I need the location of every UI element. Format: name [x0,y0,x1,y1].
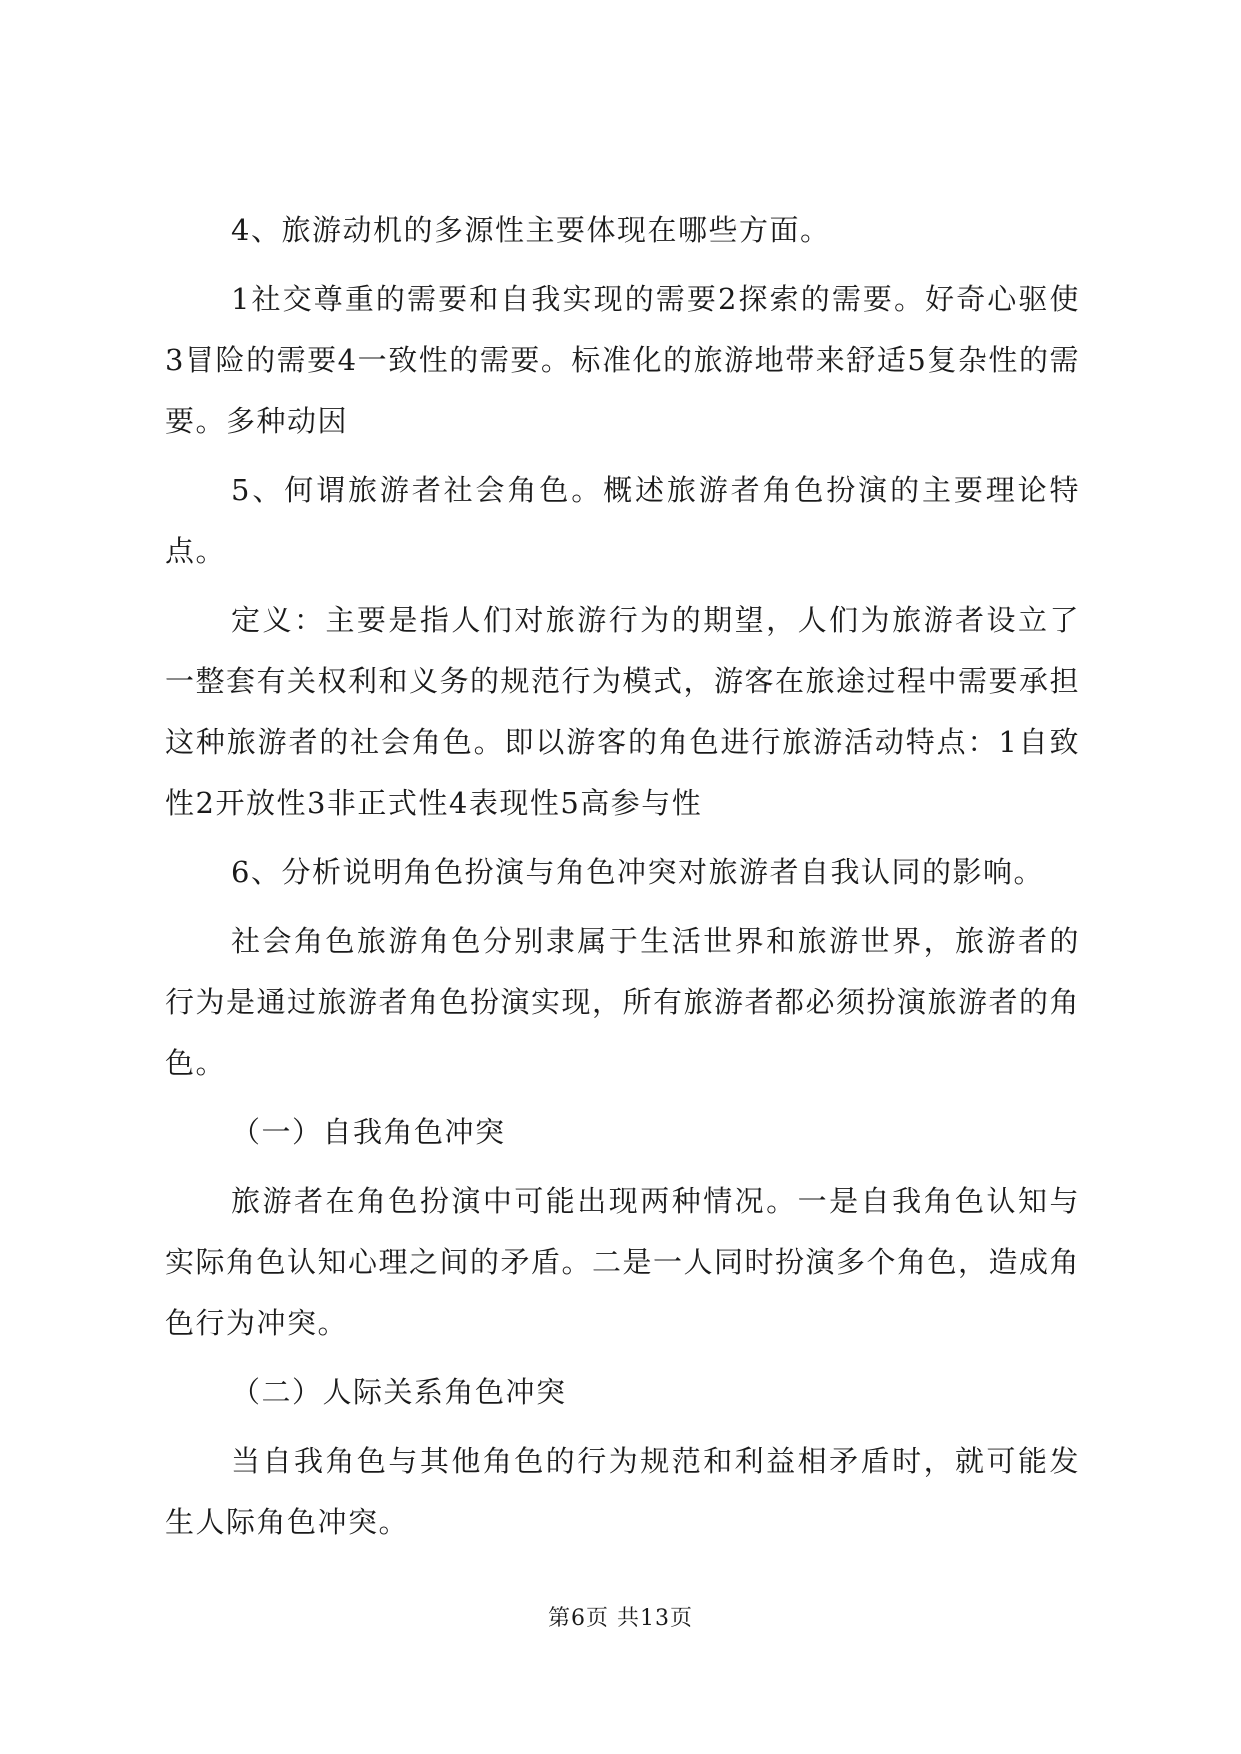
answer-4-text: 1社交尊重的需要和自我实现的需要2探索的需要。好奇心驱使3冒险的需要4一致性的需要。标准化的旅游地带来舒适5复杂性的需要。多种动因 [165,282,1080,438]
subheading-self-role-conflict: （一）自我角色冲突 [231,1115,506,1149]
question-6-heading: 6、分析说明角色扮演与角色冲突对旅游者自我认同的影响。 [231,855,1044,889]
question-4-heading: 4、旅游动机的多源性主要体现在哪些方面。 [231,213,831,247]
answer-6-intro: 社会角色旅游角色分别隶属于生活世界和旅游世界，旅游者的行为是通过旅游者角色扮演实现，所有旅游者都必须扮演旅游者的角色。 [165,924,1081,1080]
question-5-heading: 5、何谓旅游者社会角色。概述旅游者角色扮演的主要理论特点。 [165,473,1080,568]
document-body [165,200,1080,1561]
answer-5-text: 定义：主要是指人们对旅游行为的期望，人们为旅游者设立了一整套有关权利和义务的规范行为模式，游客在旅途过程中需要承担这种旅游者的社会角色。即以游客的角色进行旅游活动特点：1自致性2开放性3非正式性4表现性5高参与性 [165,603,1081,820]
self-role-conflict-text: 旅游者在角色扮演中可能出现两种情况。一是自我角色认知与实际角色认知心理之间的矛盾。二是一人同时扮演多个角色，造成角色行为冲突。 [165,1184,1081,1340]
subheading-interpersonal-role-conflict: （二）人际关系角色冲突 [231,1375,567,1409]
page-number-footer: 第6页 共13页 [548,1606,693,1631]
interpersonal-role-conflict-text: 当自我角色与其他角色的行为规范和利益相矛盾时，就可能发生人际角色冲突。 [165,1444,1080,1539]
